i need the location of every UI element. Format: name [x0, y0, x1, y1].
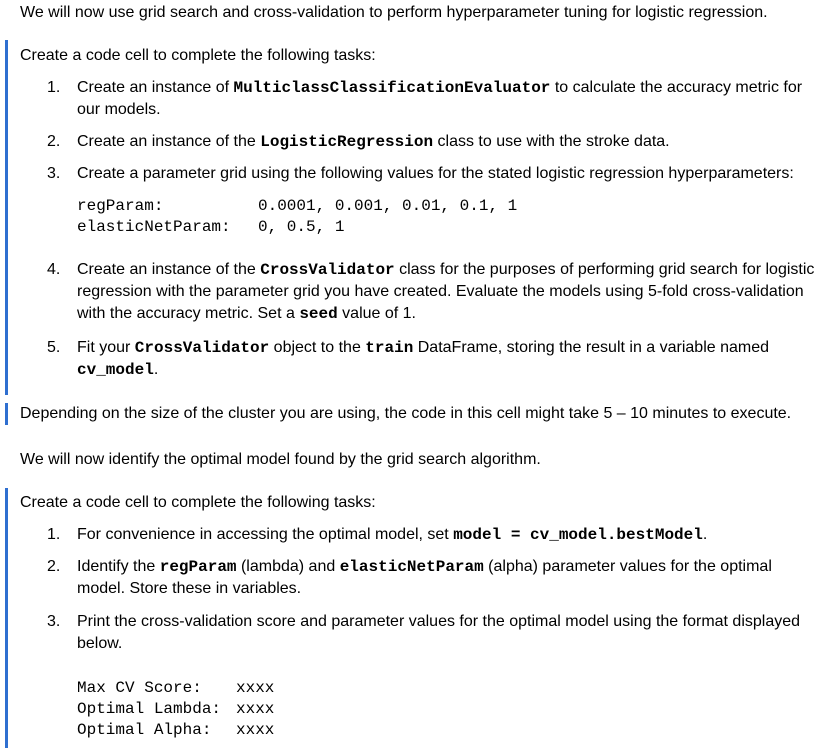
table-row: Max CV Score: xxxx [77, 679, 275, 697]
table-row: Optimal Lambda: xxxx [77, 700, 275, 718]
intro-paragraph-2: We will now identify the optimal model found by the grid search algorithm. [20, 451, 541, 468]
task-block-2-bar [5, 488, 8, 748]
table-row: regParam: 0.0001, 0.001, 0.01, 0.1, 1 [77, 197, 518, 215]
parameter-grid-values [77, 196, 517, 238]
intro-paragraph-1: We will now use grid search and cross-validation to perform hyperparameter tuning for logistic regression. [20, 4, 768, 21]
table-row: Optimal Alpha: xxxx [77, 721, 275, 739]
execution-time-note: Depending on the size of the cluster you are using, the code in this cell might take 5 – 10 minutes to execute. [20, 405, 792, 422]
note-bar [5, 403, 8, 425]
task-block-1-bar [5, 40, 8, 395]
output-format-example [77, 678, 274, 741]
table-row: elasticNetParam: 0, 0.5, 1 [77, 218, 345, 236]
task-block-2-heading: Create a code cell to complete the following tasks: [20, 494, 376, 511]
task-block-1-heading: Create a code cell to complete the following tasks: [20, 47, 376, 64]
